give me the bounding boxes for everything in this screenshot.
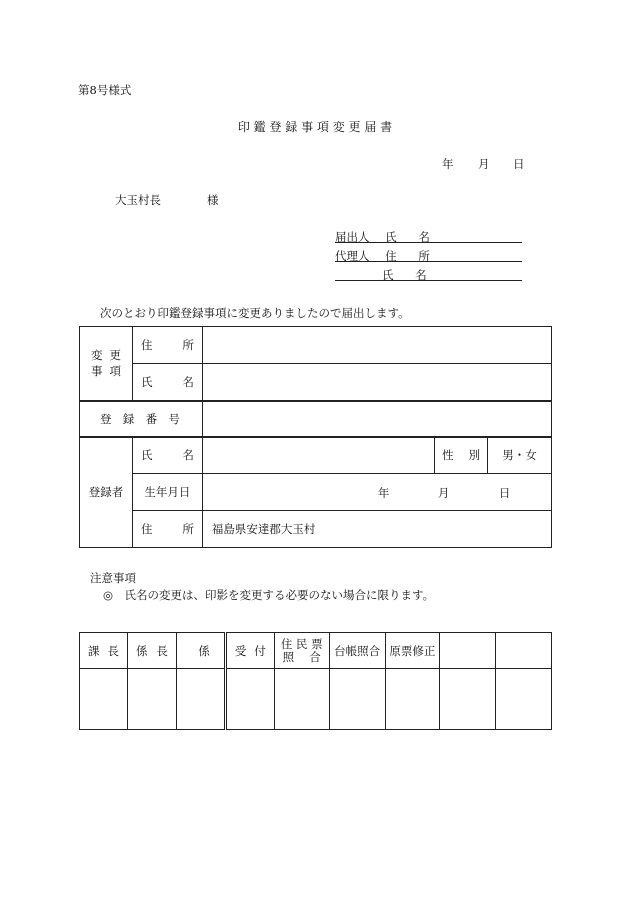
applicant-name-line[interactable] [335,229,522,243]
office-head-ledger-check: 台帳照合 [329,633,385,669]
office-stamp-reception[interactable] [225,669,274,730]
form-number: 第8号様式 [78,83,132,97]
proxy-address-label-b: 所 [418,249,430,263]
registrant-sex-label: 性 別 [435,437,488,474]
registration-number-field[interactable] [202,401,551,437]
office-head-blank-1 [440,633,496,669]
change-name-field[interactable] [202,364,551,401]
date-day-label: 日 [513,157,525,171]
applicant-label: 届出人 [335,230,370,244]
addressee-name: 大玉村長 [115,193,161,207]
office-stamp-subsection-chief[interactable] [127,669,176,730]
office-stamp-staff[interactable] [176,669,225,730]
office-head-reception: 受 付 [225,633,274,669]
registrant-birth-label: 生年月日 [132,474,202,511]
office-stamp-blank-2[interactable] [496,669,552,730]
registrant-label: 登録者 [80,437,133,548]
office-head-staff: 係 [176,633,225,669]
office-head-subsection-chief: 係 長 [127,633,176,669]
change-address-label: 住 所 [132,327,202,364]
change-name-label: 氏 名 [132,364,202,401]
birth-year-label: 年 [377,486,390,500]
addressee-honorific: 様 [207,193,219,207]
proxy-address-line[interactable] [335,248,522,262]
applicant-name-label-a: 氏 [385,230,397,244]
applicant-name-label-b: 名 [418,230,430,244]
registrant-name-label: 氏 名 [132,437,202,474]
birth-day-label: 日 [498,486,511,500]
registrant-address-value: 福島県安達郡大玉村 [211,522,316,536]
notes-item: ◎ 氏名の変更は、印影を変更する必要のない場合に限ります。 [103,588,435,602]
change-items-label-cell: 変 更 事 項 [80,327,133,401]
registration-number-label: 登 録 番 号 [80,401,203,437]
proxy-address-label-a: 住 [385,249,397,263]
office-head-record-fix: 原票修正 [385,633,440,669]
notes-heading: 注意事項 [90,571,136,585]
office-head-section-chief: 課 長 [80,633,128,669]
office-stamp-blank-1[interactable] [440,669,496,730]
registrant-birth-field[interactable] [202,474,551,511]
registrant-name-field[interactable] [202,437,434,474]
office-head-blank-2 [496,633,552,669]
proxy-name-label-a: 氏 [382,268,394,282]
registrant-sex-field[interactable]: 男・女 [488,437,552,474]
registration-change-table [79,326,552,548]
registrant-address-field[interactable] [202,511,551,548]
page-title: 印 鑑 登 録 事 項 変 更 届 書 [237,120,393,134]
office-stamp-record-fix[interactable] [385,669,440,730]
office-stamp-section-chief[interactable] [80,669,128,730]
change-address-field[interactable] [202,327,551,364]
birth-month-label: 月 [437,486,450,500]
date-month-label: 月 [478,157,490,171]
proxy-name-label-b: 名 [415,268,427,282]
office-stamp-resident-check[interactable] [274,669,329,730]
intro-text: 次のとおり印鑑登録事項に変更ありましたので届出します。 [100,306,410,320]
registrant-address-label: 住 所 [132,511,202,548]
date-year-label: 年 [442,157,454,171]
office-stamp-ledger-check[interactable] [329,669,385,730]
office-head-resident-check: 住 民 票 照 合 [274,633,329,669]
office-use-table [79,632,552,730]
proxy-name-line[interactable] [335,267,522,281]
proxy-label: 代理人 [335,249,370,263]
